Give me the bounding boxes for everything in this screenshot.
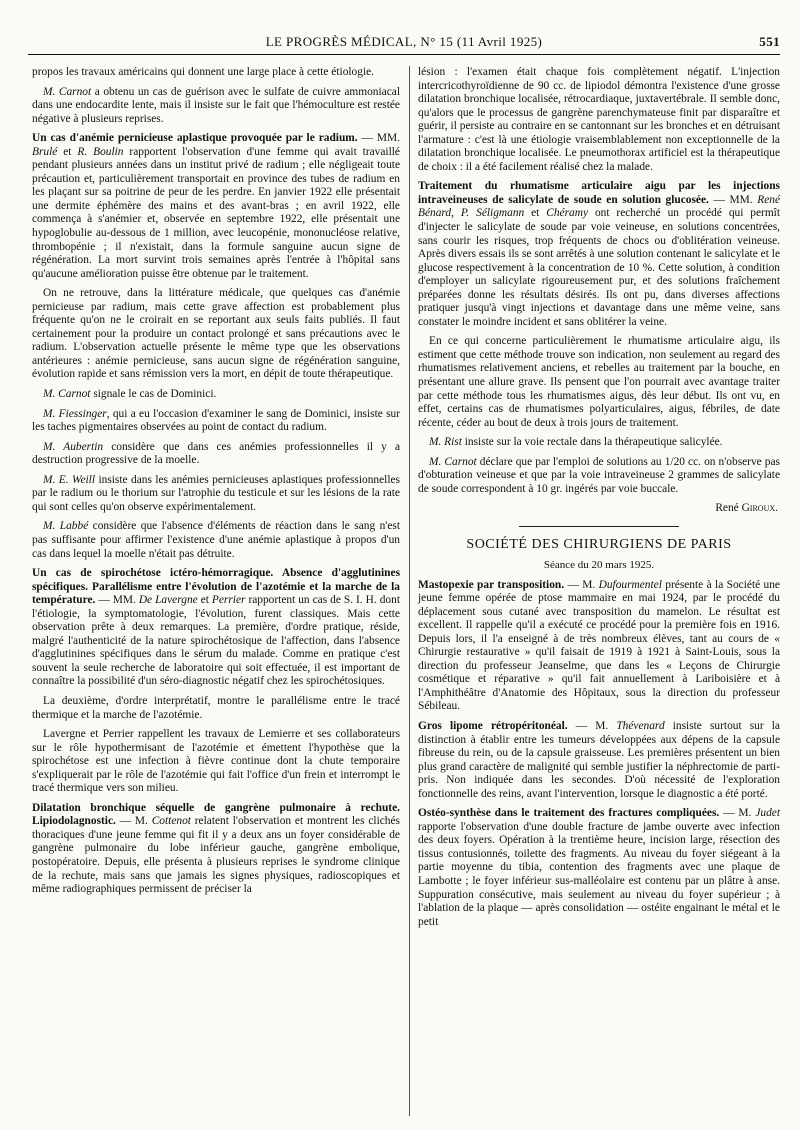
signature: René Giroux. — [715, 502, 778, 515]
section-heading: Gros lipome rétropéritonéal. — [418, 719, 568, 732]
page-header — [28, 30, 780, 55]
paragraph: On ne retrouve, dans la littérature médicale, que quelques cas d'anémie pernicieuse par radium, mais cette grave affection est probablement plus fréquente qu'on ne le croirait en se reportant aux seuls faits publiés. Il faut certainement pour la produire un contact prolongé et sans précautions avec le radium. L'observation actuelle présente le même type que les observations antérieures : anémie pernicieuse, sans aucun signe de régénération sanguine, évolution rapide et sans rémission vers la mort, en dépit de toute thérapeutique. — [32, 287, 400, 381]
author-name: Chéramy — [546, 207, 589, 220]
paragraph: La deuxième, d'ordre interprétatif, montre le parallélisme entre le tracé thermique et la marche de l'azotémie. — [32, 694, 400, 721]
paragraph: En ce qui concerne particulièrement le rhumatisme articulaire aigu, ils estiment que cette méthode trouve son indication, non seulement au regard des rhumatismes relativement anciens, et rebelles au traitement par la bouche, en présentant une allure grave. Ils pensent que l'on pourrait avec avantage traiter par cette méthode tous les rhumatismes aigus, dès leur début. Ils ont vu, en effet, certains cas de rhumatismes polyarticulaires, aigus, fébriles, de date récente, céder au bout de deux à trois jours de traitement. — [418, 335, 780, 429]
section-heading: Un cas de spirochétose ictéro-hémorragique. Absence d'agglutinines spécifiques. Parallélisme entre l'évolution de l'azotémie et la marche de la température. — [32, 567, 400, 607]
paragraph: M. Aubertin considère que dans ces anémies professionnelles il y a destruction progressive de la moelle. — [32, 440, 400, 467]
section-rule — [519, 526, 679, 527]
author-name: Judet — [755, 807, 780, 820]
section-heading: Traitement du rhumatisme articulaire aigu par les injections intraveineuses de salicylate de soude en solution glucosée. — [418, 180, 780, 206]
section-heading: Mastopexie par transposition. — [418, 578, 565, 591]
author-name: Dufourmentel — [598, 578, 662, 591]
section-heading: Dilatation bronchique séquelle de gangrène pulmonaire à rechute. Lipiodolagnostic. — [32, 801, 400, 828]
article-lipome: Gros lipome rétropéritonéal. — M. Thévenard insiste surtout sur la distinction à établir entre les tumeurs développées aux dépens de la capsule fibreuse du rein, ou de la capsule graisseuse. Les premières présentent un bien plus grand caractère de malignité qui semble justifier la néphrectomie de parti-pris. Non indiquée dans les secondes. D'où nécessité de l'exploration fonctionnelle des reins, avant l'intervention, lorsque le diagnostic a été porté. — [418, 719, 780, 800]
right-column — [418, 66, 780, 935]
author-name: M. Carnot — [43, 85, 92, 98]
author-name: P. Séligmann — [460, 207, 525, 220]
article-osteo-synthese: Ostéo-synthèse dans le traitement des fractures compliquées. — M. Judet rapporte l'observation d'une double fracture de jambe ouverte avec infection des deux foyers. Opération à la trentième heure, incision large, résection des tissus contusionnés, toilette des fragments. Au niveau du foyer siégeant à la partie moyenne du tibia, contention des fragments avec une plaque de Lambotte ; le foyer inférieur sus-malléolaire est contenu par un plâtre à anse. Suppuration consécutive, mais seulement au niveau du foyer supérieur ; à l'ablation de la plaque — après consolidation — ostéite engainant le métal et le petit — [418, 807, 780, 928]
author-name: Brulé — [32, 145, 58, 158]
page-number: 551 — [759, 34, 780, 49]
session-date: Séance du 20 mars 1925. — [543, 558, 655, 571]
paragraph: M. Carnot déclare que par l'emploi de solutions au 1/20 cc. on n'observe pas d'obturation veineuse et que par la voie intraveineuse 2 grammes de salicylate de soude correspondent à 10 gr. ingérés par voie buccale. — [418, 455, 780, 495]
paragraph: Lavergne et Perrier rappellent les travaux de Lemierre et ses collaborateurs sur le rôle hypothermisant de l'azotémie et émettent l'hypothèse que la spirochétose est une infection à fièvre continue dont la chute temporaire s'expliquerait par le rôle de l'azotémie qui fait l'office d'un frein et interrompt le tracé thermique vers son milieu. — [32, 728, 400, 795]
author-name: R. Boulin — [77, 145, 124, 158]
author-name: Cottenot — [151, 815, 191, 828]
society-title: SOCIÉTÉ DES CHIRURGIENS DE PARIS — [466, 536, 732, 552]
author-name: M. Aubertin — [43, 440, 104, 453]
article-dilatation-bronchique: Dilatation bronchique séquelle de gangrène pulmonaire à rechute. Lipiodolagnostic. — M. Cottenot relatent l'observation et montrent les clichés thoraciques d'une jeune femme qui fit il y a deux ans un foyer considérable de gangrène pulmonaire du lobe inférieur gauche, gangrène embolique, postopératoire. Depuis, elle présenta à plusieurs reprises le syndrome clinique de la rechute, mais sans que jamais les signes physiques, radioscopiques et même radiographiques permissent de préciser la — [32, 801, 400, 896]
paragraph: M. Fiessinger, qui a eu l'occasion d'examiner le sang de Dominici, insiste sur les taches pigmentaires observées au point de contact du radium. — [32, 407, 400, 434]
author-name: René Bénard — [418, 193, 781, 220]
article-rhumatisme: Traitement du rhumatisme articulaire aigu par les injections intraveineuses de salicylate de soude en solution glucosée. — MM. René Bénard, P. Séligmann et Chéramy ont recherché un procédé qui permît d'injecter le salicylate de soude par voie veineuse, en solutions concentrées, sans courir les risques, trop fréquents de chocs ou d'oblitération veineuse. Après divers essais ils se sont arrêtés à une solution contenant le salicylate et le glucose respectivement à la concentration de 10 %. Cette solution, à condition d'employer un salicylate rigoureusement pur, et des solutions fraîchement préparées donne les résultats désirés. Ils ont pu, dans diverses affections pratiquer jusqu'à vingt injections et davantage dans une même veine, sans constater le moindre incident et sans oblitérer la veine. — [418, 180, 781, 328]
paragraph: propos les travaux américains qui donnent une large place à cette étiologie. — [32, 66, 375, 78]
paragraph: M. Carnot a obtenu un cas de guérison avec le sulfate de cuivre ammoniacal dans une endocardite lente, mais il insiste sur le fait que l'hémoculture est restée négative à plusieurs reprises. — [32, 85, 400, 125]
left-column — [32, 66, 400, 903]
column-divider — [409, 66, 410, 1116]
author-name: Thévenard — [616, 719, 665, 732]
section-heading: Ostéo-synthèse dans le traitement des fractures compliquées. — [418, 807, 720, 820]
author-name: M. E. Weill — [43, 473, 96, 486]
paragraph: M. E. Weill insiste dans les anémies pernicieuses aplastiques professionnelles par le radium ou le thorium sur l'atrophie du testicule et sur les lésions de la rate qui sont celles qu'on observe expérimentalement. — [32, 473, 400, 513]
author-name: M. Fiessinger — [43, 407, 107, 420]
paragraph: M. Rist insiste sur la voie rectale dans la thérapeutique salicylée. — [429, 436, 723, 449]
author-name: M. Labbé — [43, 520, 89, 533]
author-name: M. Carnot — [43, 388, 91, 401]
journal-title: LE PROGRÈS MÉDICAL, N° 15 (11 Avril 1925) — [265, 34, 543, 49]
paragraph: lésion : l'examen était chaque fois complètement négatif. L'injection intercricothyroïdienne de 90 cc. de lipiodol démontra l'existence d'une grosse dilatation bronchique localisée, rétrocardiaque, juxtavertébrale. Il semble donc, qu'alors que le processus de gangrène parenchymateuse finit par disparaître et guérir, il persiste au contraire en se cantonnant sur les bronches et en détruisant l'armature : c'est là une étiologie vraisemblablement non exceptionnelle de la dilatation bronchique localisée. Le pneumothorax artificiel est la thérapeutique de choix : il a été facilement réalisé chez la malade. — [418, 66, 780, 173]
article-mastopexie: Mastopexie par transposition. — M. Dufourmentel présente à la Société une jeune femme opérée de ptose mammaire en mai 1924, par le procédé du déplacement sous cutané avec transposition du mamelon. Le résultat est excellent. Il rappelle qu'il a exécuté ce procédé pour la première fois en 1916. Depuis lors, il l'a enseigné à de très nombreux élèves, tant au cours de « Chirurgie restaurative » qu'il faisait de 1919 à 1921 à Saint-Louis, sous la direction du professeur Jeanselme, que dans les « Leçons de Chirurgie cosmétique et réparative » qu'il fait annuellement à Lariboisière et à l'Amphithéâtre d'Anatomie des Hôpitaux, sous la direction du professeur Sébileau. — [418, 578, 780, 713]
author-name: M. Carnot — [429, 455, 477, 468]
section-heading: Un cas d'anémie pernicieuse aplastique provoquée par le radium. — [32, 132, 358, 145]
author-name: De Lavergne — [138, 594, 198, 607]
article-anemie-radium: Un cas d'anémie pernicieuse aplastique provoquée par le radium. — MM. Brulé et R. Boulin rapportent l'observation d'une femme qui avait travaillé pendant plusieurs années dans un institut privé de radium ; elle négligeait toute précaution et, particulièrement transportait en province des tubes de radium en les plaçant sur sa poitrine de peur de les perdre. En janvier 1922 elle présentait une dermite éphémère des mains et des avant-bras ; en avril 1922, elle commença à s'anémier et, observée en septembre 1922, elle présentait une hypoglobulie au-dessous de 1 million, avec leucopénie, mononucléose relative, thrombopénie ; il n'existait, dans la formule sanguine aucun signe de régénération. La mort survint trois semaines après l'entrée à l'hôpital sans qu'aucune amélioration puisse être obtenue par le traitement. — [32, 132, 400, 280]
article-spirochetose: Un cas de spirochétose ictéro-hémorragique. Absence d'agglutinines spécifiques. Parallélisme entre l'évolution de l'azotémie et la marche de la température. — MM. De Lavergne et Perrier rapportent un cas de S. I. H. dont l'étiologie, la symptomatologie, l'évolution, furent classiques. Mais cette observation prête à deux remarques. La première, d'ordre pratique, réside, malgré l'authenticité de la nature spirochétosique de l'affection, dans l'absence d'agglutinines spécifiques dans le sérum du malade. Comme en pratique c'est souvent la seule recherche de laboratoire qui soit effectuée, il est important de connaître la possibilité d'un séro-diagnostic négatif chez les spirochétosiques. — [32, 567, 400, 688]
paragraph: M. Carnot signale le cas de Dominici. — [43, 388, 217, 401]
author-name: M. Rist — [429, 436, 462, 449]
paragraph: M. Labbé considère que l'absence d'éléments de réaction dans le sang n'est pas suffisante pour affirmer l'existence d'une anémie aplastique à propos d'un cas dans lequel la moelle n'était pas détruite. — [32, 520, 400, 560]
author-name: Perrier — [211, 594, 246, 607]
